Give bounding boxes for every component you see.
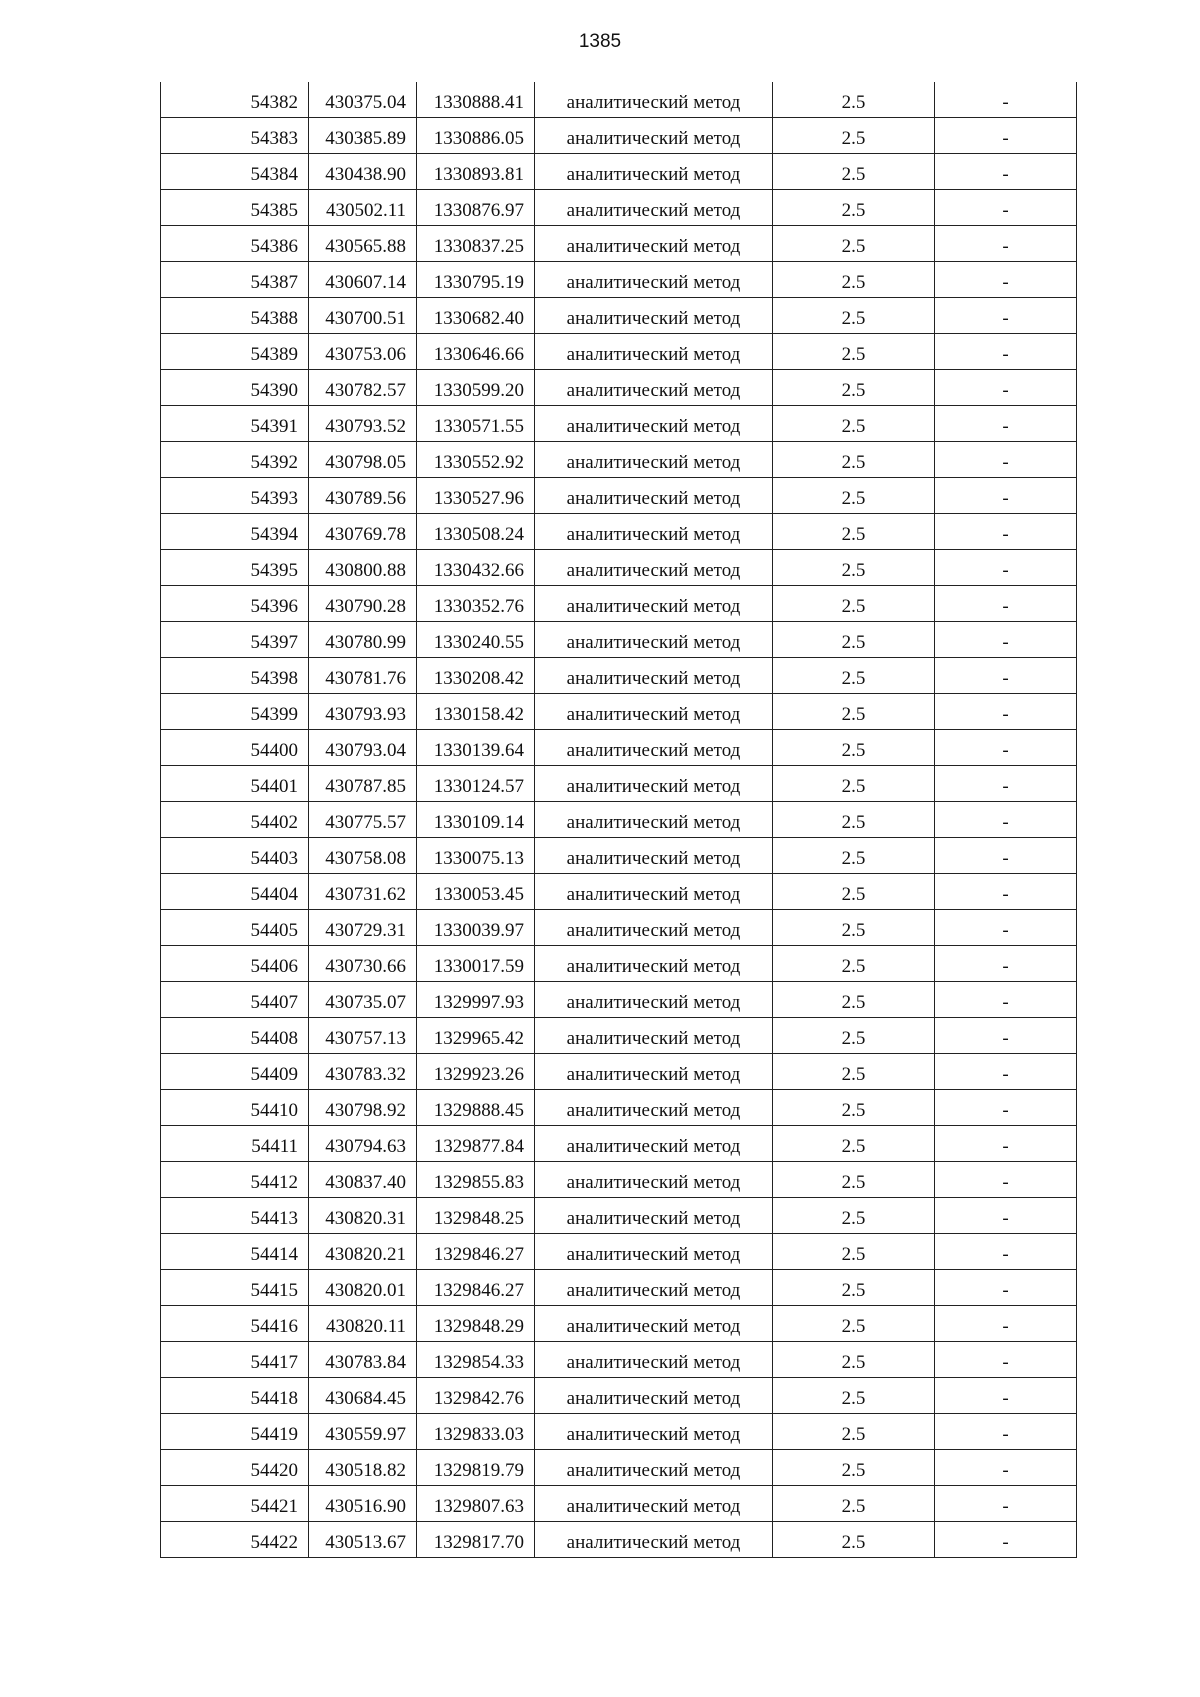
- x-coordinate-cell: 430753.06: [309, 334, 417, 370]
- description-cell: -: [935, 1162, 1077, 1198]
- description-cell: -: [935, 442, 1077, 478]
- table-row: [161, 154, 1077, 190]
- x-coordinate-cell: 430790.28: [309, 586, 417, 622]
- table-row: [161, 298, 1077, 334]
- y-coordinate-cell: 1329888.45: [417, 1090, 535, 1126]
- y-coordinate-cell: 1329848.25: [417, 1198, 535, 1234]
- y-coordinate-cell: 1330158.42: [417, 694, 535, 730]
- y-coordinate-cell: 1329846.27: [417, 1270, 535, 1306]
- method-cell: аналитический метод: [535, 82, 773, 118]
- description-cell: -: [935, 838, 1077, 874]
- description-cell: -: [935, 946, 1077, 982]
- method-cell: аналитический метод: [535, 1522, 773, 1558]
- y-coordinate-cell: 1329854.33: [417, 1342, 535, 1378]
- method-cell: аналитический метод: [535, 730, 773, 766]
- accuracy-cell: 2.5: [773, 982, 935, 1018]
- point-number-cell: 54395: [161, 550, 309, 586]
- table-row: [161, 730, 1077, 766]
- method-cell: аналитический метод: [535, 118, 773, 154]
- point-number-cell: 54399: [161, 694, 309, 730]
- x-coordinate-cell: 430516.90: [309, 1486, 417, 1522]
- x-coordinate-cell: 430513.67: [309, 1522, 417, 1558]
- accuracy-cell: 2.5: [773, 766, 935, 802]
- y-coordinate-cell: 1329807.63: [417, 1486, 535, 1522]
- point-number-cell: 54416: [161, 1306, 309, 1342]
- point-number-cell: 54405: [161, 910, 309, 946]
- x-coordinate-cell: 430775.57: [309, 802, 417, 838]
- table-row: [161, 1054, 1077, 1090]
- x-coordinate-cell: 430820.21: [309, 1234, 417, 1270]
- description-cell: -: [935, 1018, 1077, 1054]
- y-coordinate-cell: 1329819.79: [417, 1450, 535, 1486]
- accuracy-cell: 2.5: [773, 154, 935, 190]
- x-coordinate-cell: 430375.04: [309, 82, 417, 118]
- coordinates-table: [160, 82, 1077, 1558]
- accuracy-cell: 2.5: [773, 694, 935, 730]
- description-cell: -: [935, 550, 1077, 586]
- point-number-cell: 54415: [161, 1270, 309, 1306]
- method-cell: аналитический метод: [535, 190, 773, 226]
- accuracy-cell: 2.5: [773, 1054, 935, 1090]
- point-number-cell: 54383: [161, 118, 309, 154]
- x-coordinate-cell: 430781.76: [309, 658, 417, 694]
- method-cell: аналитический метод: [535, 1090, 773, 1126]
- point-number-cell: 54397: [161, 622, 309, 658]
- table-row: [161, 1198, 1077, 1234]
- y-coordinate-cell: 1330124.57: [417, 766, 535, 802]
- x-coordinate-cell: 430794.63: [309, 1126, 417, 1162]
- accuracy-cell: 2.5: [773, 118, 935, 154]
- point-number-cell: 54396: [161, 586, 309, 622]
- point-number-cell: 54410: [161, 1090, 309, 1126]
- table-row: [161, 694, 1077, 730]
- x-coordinate-cell: 430800.88: [309, 550, 417, 586]
- x-coordinate-cell: 430820.31: [309, 1198, 417, 1234]
- y-coordinate-cell: 1330552.92: [417, 442, 535, 478]
- table-row: [161, 334, 1077, 370]
- point-number-cell: 54417: [161, 1342, 309, 1378]
- table-row: [161, 1090, 1077, 1126]
- method-cell: аналитический метод: [535, 1306, 773, 1342]
- description-cell: -: [935, 118, 1077, 154]
- description-cell: -: [935, 622, 1077, 658]
- table-row: [161, 802, 1077, 838]
- description-cell: -: [935, 802, 1077, 838]
- accuracy-cell: 2.5: [773, 550, 935, 586]
- method-cell: аналитический метод: [535, 262, 773, 298]
- method-cell: аналитический метод: [535, 1198, 773, 1234]
- accuracy-cell: 2.5: [773, 442, 935, 478]
- method-cell: аналитический метод: [535, 1342, 773, 1378]
- x-coordinate-cell: 430757.13: [309, 1018, 417, 1054]
- accuracy-cell: 2.5: [773, 1162, 935, 1198]
- table-row: [161, 586, 1077, 622]
- table-row: [161, 1522, 1077, 1558]
- x-coordinate-cell: 430837.40: [309, 1162, 417, 1198]
- page-number: 1385: [578, 31, 622, 52]
- description-cell: -: [935, 1270, 1077, 1306]
- accuracy-cell: 2.5: [773, 730, 935, 766]
- method-cell: аналитический метод: [535, 586, 773, 622]
- description-cell: -: [935, 982, 1077, 1018]
- y-coordinate-cell: 1330109.14: [417, 802, 535, 838]
- method-cell: аналитический метод: [535, 1018, 773, 1054]
- table-row: [161, 766, 1077, 802]
- point-number-cell: 54391: [161, 406, 309, 442]
- description-cell: -: [935, 190, 1077, 226]
- accuracy-cell: 2.5: [773, 874, 935, 910]
- point-number-cell: 54390: [161, 370, 309, 406]
- y-coordinate-cell: 1330053.45: [417, 874, 535, 910]
- x-coordinate-cell: 430700.51: [309, 298, 417, 334]
- x-coordinate-cell: 430729.31: [309, 910, 417, 946]
- accuracy-cell: 2.5: [773, 910, 935, 946]
- accuracy-cell: 2.5: [773, 1450, 935, 1486]
- method-cell: аналитический метод: [535, 406, 773, 442]
- table-row: [161, 1306, 1077, 1342]
- table-row: [161, 1234, 1077, 1270]
- y-coordinate-cell: 1330508.24: [417, 514, 535, 550]
- point-number-cell: 54385: [161, 190, 309, 226]
- point-number-cell: 54387: [161, 262, 309, 298]
- description-cell: -: [935, 370, 1077, 406]
- accuracy-cell: 2.5: [773, 1414, 935, 1450]
- method-cell: аналитический метод: [535, 694, 773, 730]
- table-row: [161, 226, 1077, 262]
- y-coordinate-cell: 1330646.66: [417, 334, 535, 370]
- method-cell: аналитический метод: [535, 1270, 773, 1306]
- table-row: [161, 478, 1077, 514]
- point-number-cell: 54407: [161, 982, 309, 1018]
- description-cell: -: [935, 694, 1077, 730]
- x-coordinate-cell: 430787.85: [309, 766, 417, 802]
- table-body: [161, 82, 1077, 1558]
- accuracy-cell: 2.5: [773, 586, 935, 622]
- x-coordinate-cell: 430783.32: [309, 1054, 417, 1090]
- x-coordinate-cell: 430793.93: [309, 694, 417, 730]
- y-coordinate-cell: 1330571.55: [417, 406, 535, 442]
- x-coordinate-cell: 430758.08: [309, 838, 417, 874]
- x-coordinate-cell: 430782.57: [309, 370, 417, 406]
- point-number-cell: 54413: [161, 1198, 309, 1234]
- y-coordinate-cell: 1330075.13: [417, 838, 535, 874]
- method-cell: аналитический метод: [535, 334, 773, 370]
- point-number-cell: 54409: [161, 1054, 309, 1090]
- table-row: [161, 1378, 1077, 1414]
- description-cell: -: [935, 1090, 1077, 1126]
- table-row: [161, 370, 1077, 406]
- table-row: [161, 1162, 1077, 1198]
- method-cell: аналитический метод: [535, 1162, 773, 1198]
- table-row: [161, 1450, 1077, 1486]
- accuracy-cell: 2.5: [773, 226, 935, 262]
- point-number-cell: 54420: [161, 1450, 309, 1486]
- y-coordinate-cell: 1330017.59: [417, 946, 535, 982]
- method-cell: аналитический метод: [535, 874, 773, 910]
- x-coordinate-cell: 430518.82: [309, 1450, 417, 1486]
- description-cell: -: [935, 298, 1077, 334]
- accuracy-cell: 2.5: [773, 1522, 935, 1558]
- y-coordinate-cell: 1329848.29: [417, 1306, 535, 1342]
- method-cell: аналитический метод: [535, 514, 773, 550]
- table-row: [161, 982, 1077, 1018]
- point-number-cell: 54412: [161, 1162, 309, 1198]
- description-cell: -: [935, 658, 1077, 694]
- y-coordinate-cell: 1329965.42: [417, 1018, 535, 1054]
- accuracy-cell: 2.5: [773, 1342, 935, 1378]
- point-number-cell: 54398: [161, 658, 309, 694]
- point-number-cell: 54400: [161, 730, 309, 766]
- accuracy-cell: 2.5: [773, 1270, 935, 1306]
- table-row: [161, 658, 1077, 694]
- x-coordinate-cell: 430798.05: [309, 442, 417, 478]
- point-number-cell: 54403: [161, 838, 309, 874]
- description-cell: -: [935, 154, 1077, 190]
- accuracy-cell: 2.5: [773, 298, 935, 334]
- table-row: [161, 838, 1077, 874]
- description-cell: -: [935, 1054, 1077, 1090]
- method-cell: аналитический метод: [535, 478, 773, 514]
- accuracy-cell: 2.5: [773, 1234, 935, 1270]
- accuracy-cell: 2.5: [773, 1198, 935, 1234]
- accuracy-cell: 2.5: [773, 802, 935, 838]
- method-cell: аналитический метод: [535, 370, 773, 406]
- description-cell: -: [935, 1522, 1077, 1558]
- y-coordinate-cell: 1330039.97: [417, 910, 535, 946]
- y-coordinate-cell: 1330876.97: [417, 190, 535, 226]
- accuracy-cell: 2.5: [773, 262, 935, 298]
- accuracy-cell: 2.5: [773, 1090, 935, 1126]
- x-coordinate-cell: 430820.11: [309, 1306, 417, 1342]
- point-number-cell: 54406: [161, 946, 309, 982]
- y-coordinate-cell: 1329817.70: [417, 1522, 535, 1558]
- method-cell: аналитический метод: [535, 946, 773, 982]
- accuracy-cell: 2.5: [773, 478, 935, 514]
- method-cell: аналитический метод: [535, 1126, 773, 1162]
- method-cell: аналитический метод: [535, 622, 773, 658]
- x-coordinate-cell: 430607.14: [309, 262, 417, 298]
- description-cell: -: [935, 874, 1077, 910]
- accuracy-cell: 2.5: [773, 1306, 935, 1342]
- accuracy-cell: 2.5: [773, 946, 935, 982]
- table-row: [161, 1342, 1077, 1378]
- x-coordinate-cell: 430502.11: [309, 190, 417, 226]
- accuracy-cell: 2.5: [773, 514, 935, 550]
- x-coordinate-cell: 430731.62: [309, 874, 417, 910]
- description-cell: -: [935, 766, 1077, 802]
- method-cell: аналитический метод: [535, 982, 773, 1018]
- accuracy-cell: 2.5: [773, 838, 935, 874]
- y-coordinate-cell: 1329923.26: [417, 1054, 535, 1090]
- description-cell: -: [935, 1234, 1077, 1270]
- table-row: [161, 622, 1077, 658]
- description-cell: -: [935, 1378, 1077, 1414]
- description-cell: -: [935, 514, 1077, 550]
- y-coordinate-cell: 1330432.66: [417, 550, 535, 586]
- point-number-cell: 54394: [161, 514, 309, 550]
- method-cell: аналитический метод: [535, 1234, 773, 1270]
- x-coordinate-cell: 430769.78: [309, 514, 417, 550]
- x-coordinate-cell: 430793.52: [309, 406, 417, 442]
- description-cell: -: [935, 910, 1077, 946]
- x-coordinate-cell: 430565.88: [309, 226, 417, 262]
- point-number-cell: 54404: [161, 874, 309, 910]
- description-cell: -: [935, 1306, 1077, 1342]
- accuracy-cell: 2.5: [773, 1486, 935, 1522]
- point-number-cell: 54414: [161, 1234, 309, 1270]
- method-cell: аналитический метод: [535, 550, 773, 586]
- table-row: [161, 946, 1077, 982]
- y-coordinate-cell: 1330893.81: [417, 154, 535, 190]
- point-number-cell: 54422: [161, 1522, 309, 1558]
- accuracy-cell: 2.5: [773, 334, 935, 370]
- y-coordinate-cell: 1329842.76: [417, 1378, 535, 1414]
- method-cell: аналитический метод: [535, 1414, 773, 1450]
- y-coordinate-cell: 1329846.27: [417, 1234, 535, 1270]
- x-coordinate-cell: 430798.92: [309, 1090, 417, 1126]
- description-cell: -: [935, 1126, 1077, 1162]
- x-coordinate-cell: 430780.99: [309, 622, 417, 658]
- point-number-cell: 54411: [161, 1126, 309, 1162]
- accuracy-cell: 2.5: [773, 658, 935, 694]
- x-coordinate-cell: 430730.66: [309, 946, 417, 982]
- y-coordinate-cell: 1330837.25: [417, 226, 535, 262]
- point-number-cell: 54384: [161, 154, 309, 190]
- accuracy-cell: 2.5: [773, 190, 935, 226]
- description-cell: -: [935, 334, 1077, 370]
- point-number-cell: 54401: [161, 766, 309, 802]
- accuracy-cell: 2.5: [773, 1378, 935, 1414]
- table-row: [161, 1270, 1077, 1306]
- description-cell: -: [935, 1414, 1077, 1450]
- x-coordinate-cell: 430789.56: [309, 478, 417, 514]
- y-coordinate-cell: 1330208.42: [417, 658, 535, 694]
- y-coordinate-cell: 1330527.96: [417, 478, 535, 514]
- description-cell: -: [935, 730, 1077, 766]
- point-number-cell: 54389: [161, 334, 309, 370]
- description-cell: -: [935, 1450, 1077, 1486]
- method-cell: аналитический метод: [535, 766, 773, 802]
- y-coordinate-cell: 1330240.55: [417, 622, 535, 658]
- method-cell: аналитический метод: [535, 802, 773, 838]
- point-number-cell: 54408: [161, 1018, 309, 1054]
- table-row: [161, 190, 1077, 226]
- y-coordinate-cell: 1329997.93: [417, 982, 535, 1018]
- table-row: [161, 874, 1077, 910]
- y-coordinate-cell: 1329855.83: [417, 1162, 535, 1198]
- point-number-cell: 54388: [161, 298, 309, 334]
- table-row: [161, 406, 1077, 442]
- method-cell: аналитический метод: [535, 154, 773, 190]
- x-coordinate-cell: 430783.84: [309, 1342, 417, 1378]
- description-cell: -: [935, 82, 1077, 118]
- table-row: [161, 118, 1077, 154]
- description-cell: -: [935, 1486, 1077, 1522]
- table-row: [161, 442, 1077, 478]
- x-coordinate-cell: 430385.89: [309, 118, 417, 154]
- method-cell: аналитический метод: [535, 1450, 773, 1486]
- x-coordinate-cell: 430438.90: [309, 154, 417, 190]
- x-coordinate-cell: 430559.97: [309, 1414, 417, 1450]
- y-coordinate-cell: 1330888.41: [417, 82, 535, 118]
- x-coordinate-cell: 430820.01: [309, 1270, 417, 1306]
- accuracy-cell: 2.5: [773, 370, 935, 406]
- method-cell: аналитический метод: [535, 910, 773, 946]
- point-number-cell: 54382: [161, 82, 309, 118]
- accuracy-cell: 2.5: [773, 1018, 935, 1054]
- accuracy-cell: 2.5: [773, 82, 935, 118]
- method-cell: аналитический метод: [535, 298, 773, 334]
- y-coordinate-cell: 1330139.64: [417, 730, 535, 766]
- table-row: [161, 1486, 1077, 1522]
- table-row: [161, 1414, 1077, 1450]
- table-row: [161, 82, 1077, 118]
- description-cell: -: [935, 406, 1077, 442]
- accuracy-cell: 2.5: [773, 1126, 935, 1162]
- method-cell: аналитический метод: [535, 1486, 773, 1522]
- description-cell: -: [935, 262, 1077, 298]
- point-number-cell: 54393: [161, 478, 309, 514]
- y-coordinate-cell: 1330795.19: [417, 262, 535, 298]
- point-number-cell: 54421: [161, 1486, 309, 1522]
- method-cell: аналитический метод: [535, 442, 773, 478]
- point-number-cell: 54419: [161, 1414, 309, 1450]
- method-cell: аналитический метод: [535, 1054, 773, 1090]
- accuracy-cell: 2.5: [773, 622, 935, 658]
- method-cell: аналитический метод: [535, 838, 773, 874]
- x-coordinate-cell: 430793.04: [309, 730, 417, 766]
- x-coordinate-cell: 430735.07: [309, 982, 417, 1018]
- table-row: [161, 910, 1077, 946]
- method-cell: аналитический метод: [535, 226, 773, 262]
- point-number-cell: 54392: [161, 442, 309, 478]
- y-coordinate-cell: 1330352.76: [417, 586, 535, 622]
- table-row: [161, 514, 1077, 550]
- y-coordinate-cell: 1330682.40: [417, 298, 535, 334]
- table-row: [161, 1018, 1077, 1054]
- description-cell: -: [935, 586, 1077, 622]
- point-number-cell: 54402: [161, 802, 309, 838]
- y-coordinate-cell: 1329877.84: [417, 1126, 535, 1162]
- description-cell: -: [935, 478, 1077, 514]
- y-coordinate-cell: 1330886.05: [417, 118, 535, 154]
- description-cell: -: [935, 1342, 1077, 1378]
- method-cell: аналитический метод: [535, 1378, 773, 1414]
- y-coordinate-cell: 1330599.20: [417, 370, 535, 406]
- accuracy-cell: 2.5: [773, 406, 935, 442]
- description-cell: -: [935, 226, 1077, 262]
- point-number-cell: 54418: [161, 1378, 309, 1414]
- description-cell: -: [935, 1198, 1077, 1234]
- y-coordinate-cell: 1329833.03: [417, 1414, 535, 1450]
- table-row: [161, 262, 1077, 298]
- method-cell: аналитический метод: [535, 658, 773, 694]
- table-row: [161, 1126, 1077, 1162]
- x-coordinate-cell: 430684.45: [309, 1378, 417, 1414]
- table-row: [161, 550, 1077, 586]
- point-number-cell: 54386: [161, 226, 309, 262]
